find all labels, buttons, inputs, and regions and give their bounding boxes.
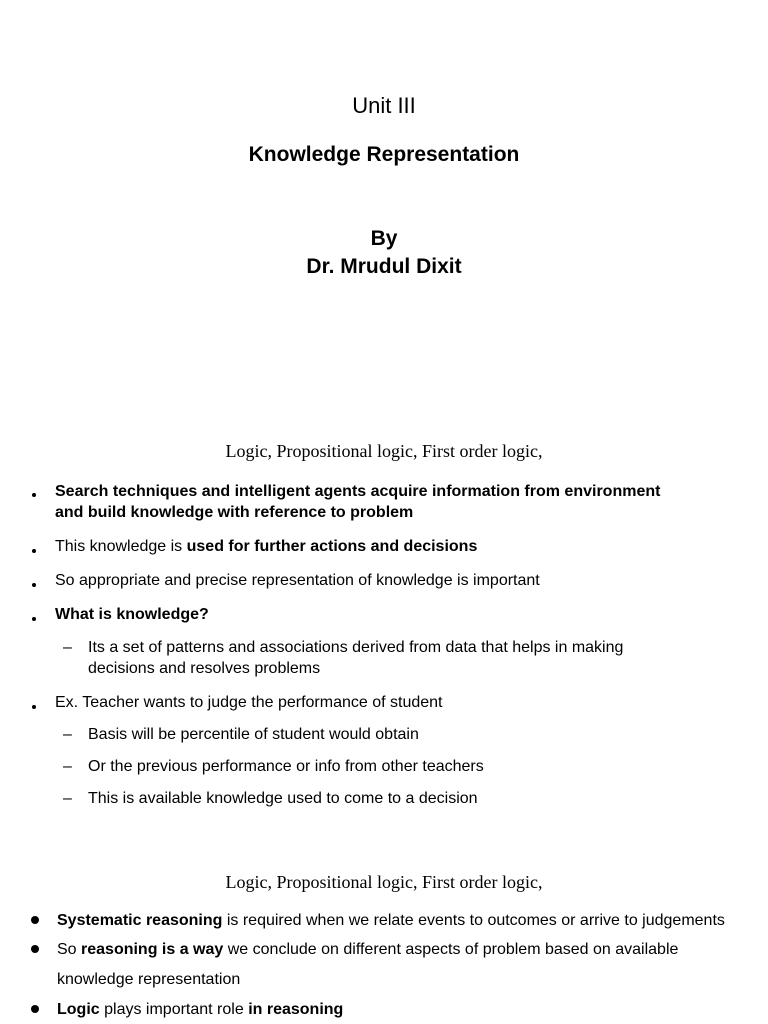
document-title: Knowledge Representation <box>248 143 520 166</box>
bullet-dot <box>31 945 39 953</box>
sub-bullet-5-2: Or the previous performance or info from other teachers <box>88 758 484 775</box>
slide-2-bullet-2-rest: we conclude on different aspects of problem based on available <box>223 941 679 958</box>
slide-1-heading: Logic, Propositional logic, First order logic, <box>225 441 543 461</box>
sub-bullet-4-1-line-1: Its a set of patterns and associations derived from data that helps in making <box>88 639 624 656</box>
sub-bullet-dash: – <box>63 726 72 743</box>
slide-2-bullet-3-bold-2: in reasoning <box>248 1001 344 1018</box>
slide-2-bullet-2-pre: So <box>57 941 82 958</box>
bullet-dot <box>32 705 36 709</box>
slide-2-bullet-1-bold: Systematic reasoning <box>57 912 223 929</box>
by-label: By <box>370 227 398 250</box>
slide-2-bullet-2-line-2: knowledge representation <box>57 971 241 988</box>
bullet-dot <box>31 1005 39 1013</box>
unit-label: Unit III <box>352 93 416 118</box>
bullet-dot <box>32 549 36 553</box>
bullet-dot <box>32 493 36 497</box>
slide-2-bullet-3-bold-1: Logic <box>57 1001 100 1018</box>
bullet-2-bold: used for further actions and decisions <box>186 538 478 555</box>
bullet-3: So appropriate and precise representation of knowledge is important <box>55 572 540 589</box>
sub-bullet-5-1: Basis will be percentile of student would obtain <box>88 726 419 743</box>
slide-2-bullet-2-line-1 <box>57 939 678 960</box>
slide-2-bullet-3-mid: plays important role <box>99 1001 249 1018</box>
bullet-1-line-2: and build knowledge with reference to problem <box>55 504 414 521</box>
slide-2-bullet-1-text: is required when we relate events to outcomes or arrive to judgements <box>222 912 725 929</box>
slide-2-bullet-1 <box>57 910 725 931</box>
sub-bullet-4-1-line-2: decisions and resolves problems <box>88 660 321 677</box>
sub-bullet-5-3: This is available knowledge used to come to a decision <box>88 790 478 807</box>
slide-2-bullet-3 <box>57 999 343 1020</box>
slide-2-heading: Logic, Propositional logic, First order logic, <box>225 872 543 892</box>
bullet-dot <box>31 916 39 924</box>
sub-bullet-dash: – <box>63 790 72 807</box>
bullet-dot <box>32 617 36 621</box>
slide-2-bullet-2-bold: reasoning is a way <box>81 941 224 958</box>
bullet-2-text: This knowledge is <box>55 538 187 555</box>
bullet-2 <box>55 536 477 557</box>
author-name: Dr. Mrudul Dixit <box>306 255 462 278</box>
bullet-4: What is knowledge? <box>55 606 209 623</box>
bullet-dot <box>32 583 36 587</box>
bullet-5: Ex. Teacher wants to judge the performance of student <box>55 694 443 711</box>
bullet-1-line-1: Search techniques and intelligent agents acquire information from environment <box>55 483 661 500</box>
sub-bullet-dash: – <box>63 758 72 775</box>
sub-bullet-dash: – <box>63 639 72 656</box>
